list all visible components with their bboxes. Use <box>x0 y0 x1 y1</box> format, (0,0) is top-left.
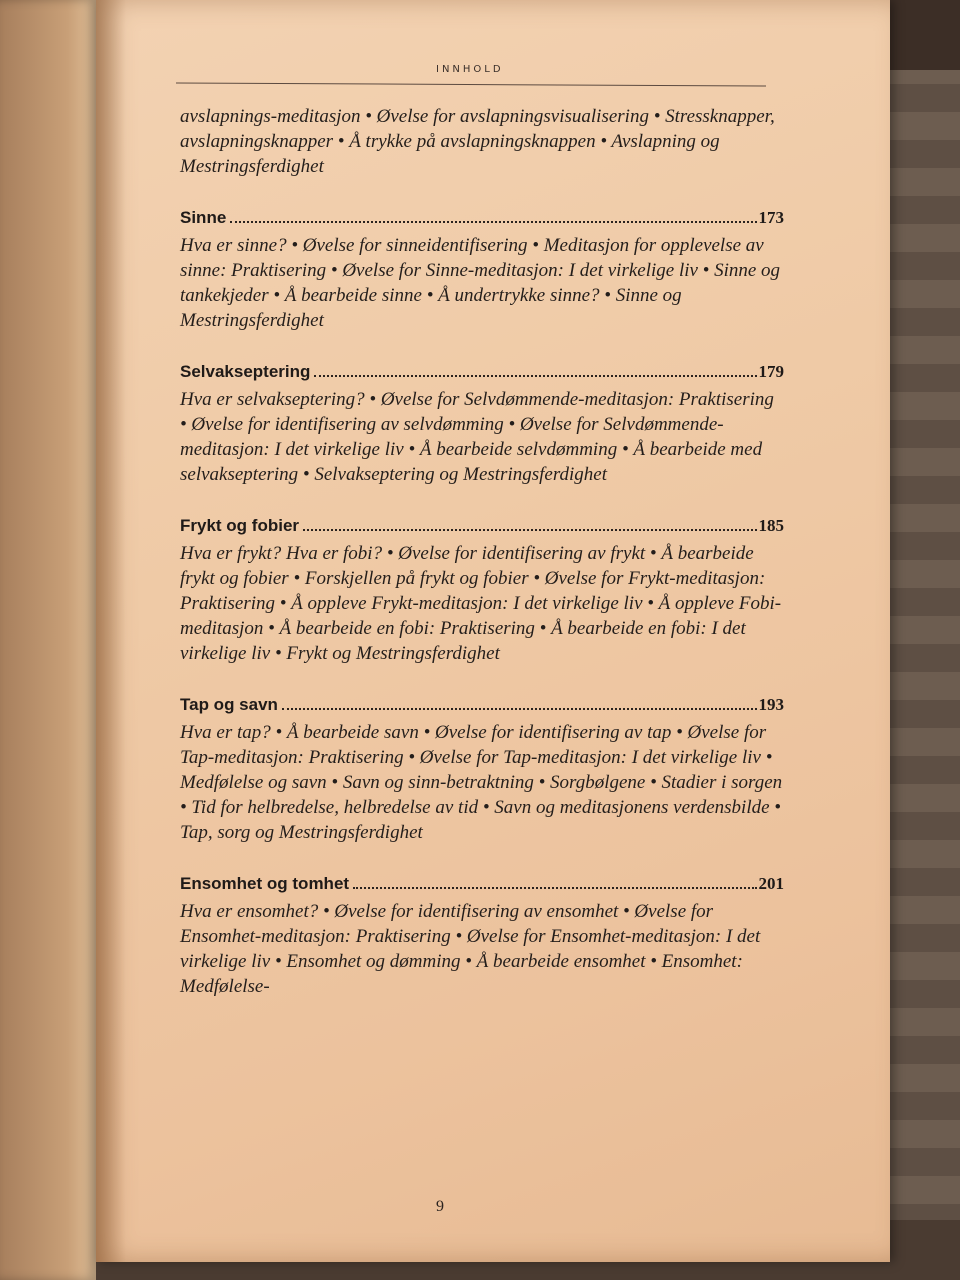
book-page <box>96 0 890 1262</box>
dot-leader <box>353 887 756 889</box>
entry-page-number: 193 <box>758 695 784 714</box>
entry-title: Tap og savn <box>180 695 278 714</box>
entry-heading <box>180 873 784 895</box>
entry-heading <box>180 515 784 537</box>
entry-page-number: 185 <box>758 516 784 535</box>
entry-heading <box>180 207 784 229</box>
page-number: 9 <box>436 1198 444 1215</box>
toc-entry <box>180 207 784 333</box>
background-corner <box>890 0 960 70</box>
dot-leader <box>282 708 757 710</box>
entry-description: Hva er tap? • Å bearbeide savn • Øvelse for identifisering av tap • Øvelse for Tap-meditasjon: Praktisering • Øvelse for Tap-meditasjon: I det virkelige liv • Medfølelse og savn • Savn og sinn-betraktning • Sorgbølgene • Stadier i sorgen • Tid for helbredelse, helbredelse av tid • Savn og meditasjonens verdensbilde • Tap, sorg og Mestringsferdighet <box>180 722 783 843</box>
entry-page-number: 173 <box>758 208 784 227</box>
entry-heading <box>180 694 784 716</box>
toc-content <box>180 104 784 1027</box>
toc-entry <box>180 873 784 999</box>
entry-title: Sinne <box>180 208 227 227</box>
entry-description: Hva er ensomhet? • Øvelse for identifisering av ensomhet • Øvelse for Ensomhet-meditasjon: Praktisering • Øvelse for Ensomhet-meditasjon: I det virkelige liv • Ensomhet og dømming • Å bearbeide ensomhet • Ensomhet: Medfølelse- <box>180 901 761 997</box>
entry-description: Hva er selvakseptering? • Øvelse for Selvdømmende-meditasjon: Praktisering • Øvelse for identifisering av selvdømming • Øvelse for Selvdømmende-meditasjon: I det virkelige liv • Å bearbeide selvdømming • Å bearbeide med selvakseptering • Selvakseptering og Mestringsferdighet <box>180 389 774 485</box>
entry-description: Hva er sinne? • Øvelse for sinneidentifisering • Meditasjon for opplevelse av sinne: Praktisering • Øvelse for Sinne-meditasjon: I det virkelige liv • Sinne og tankekjeder • Å bearbeide sinne • Å undertrykke sinne? • Sinne og Mestringsferdighet <box>180 235 781 331</box>
entry-title: Frykt og fobier <box>180 516 300 535</box>
entry-title: Selvakseptering <box>180 362 311 381</box>
dot-leader <box>230 221 756 223</box>
facing-page-edge <box>0 0 96 1280</box>
entry-description: Hva er frykt? Hva er fobi? • Øvelse for identifisering av frykt • Å bearbeide frykt og fobier • Forskjellen på frykt og fobier • Øvelse for Frykt-meditasjon: Praktisering • Å oppleve Frykt-meditasjon: I det virkelige liv • Å oppleve Fobi-meditasjon • Å bearbeide en fobi: Praktisering • Å bearbeide en fobi: I det virkelige liv • Frykt og Mestringsferdighet <box>180 543 782 664</box>
toc-entry <box>180 515 784 666</box>
entry-heading <box>180 361 784 383</box>
header-rule <box>176 82 766 86</box>
toc-entry <box>180 694 784 845</box>
toc-entry <box>180 361 784 487</box>
running-header: INNHOLD <box>436 64 504 75</box>
dot-leader <box>314 375 756 377</box>
entry-title: Ensomhet og tomhet <box>180 874 350 893</box>
page-gutter-shadow <box>96 0 126 1262</box>
continuation-text: avslapnings-meditasjon • Øvelse for avslapningsvisualisering • Stressknapper, avslapningsknapper • Å trykke på avslapningsknappen • Avslapning og Mestringsferdighet <box>180 106 775 177</box>
entry-page-number: 201 <box>758 874 784 893</box>
dot-leader <box>303 529 756 531</box>
toc-continuation <box>180 104 784 179</box>
entry-page-number: 179 <box>758 362 784 381</box>
